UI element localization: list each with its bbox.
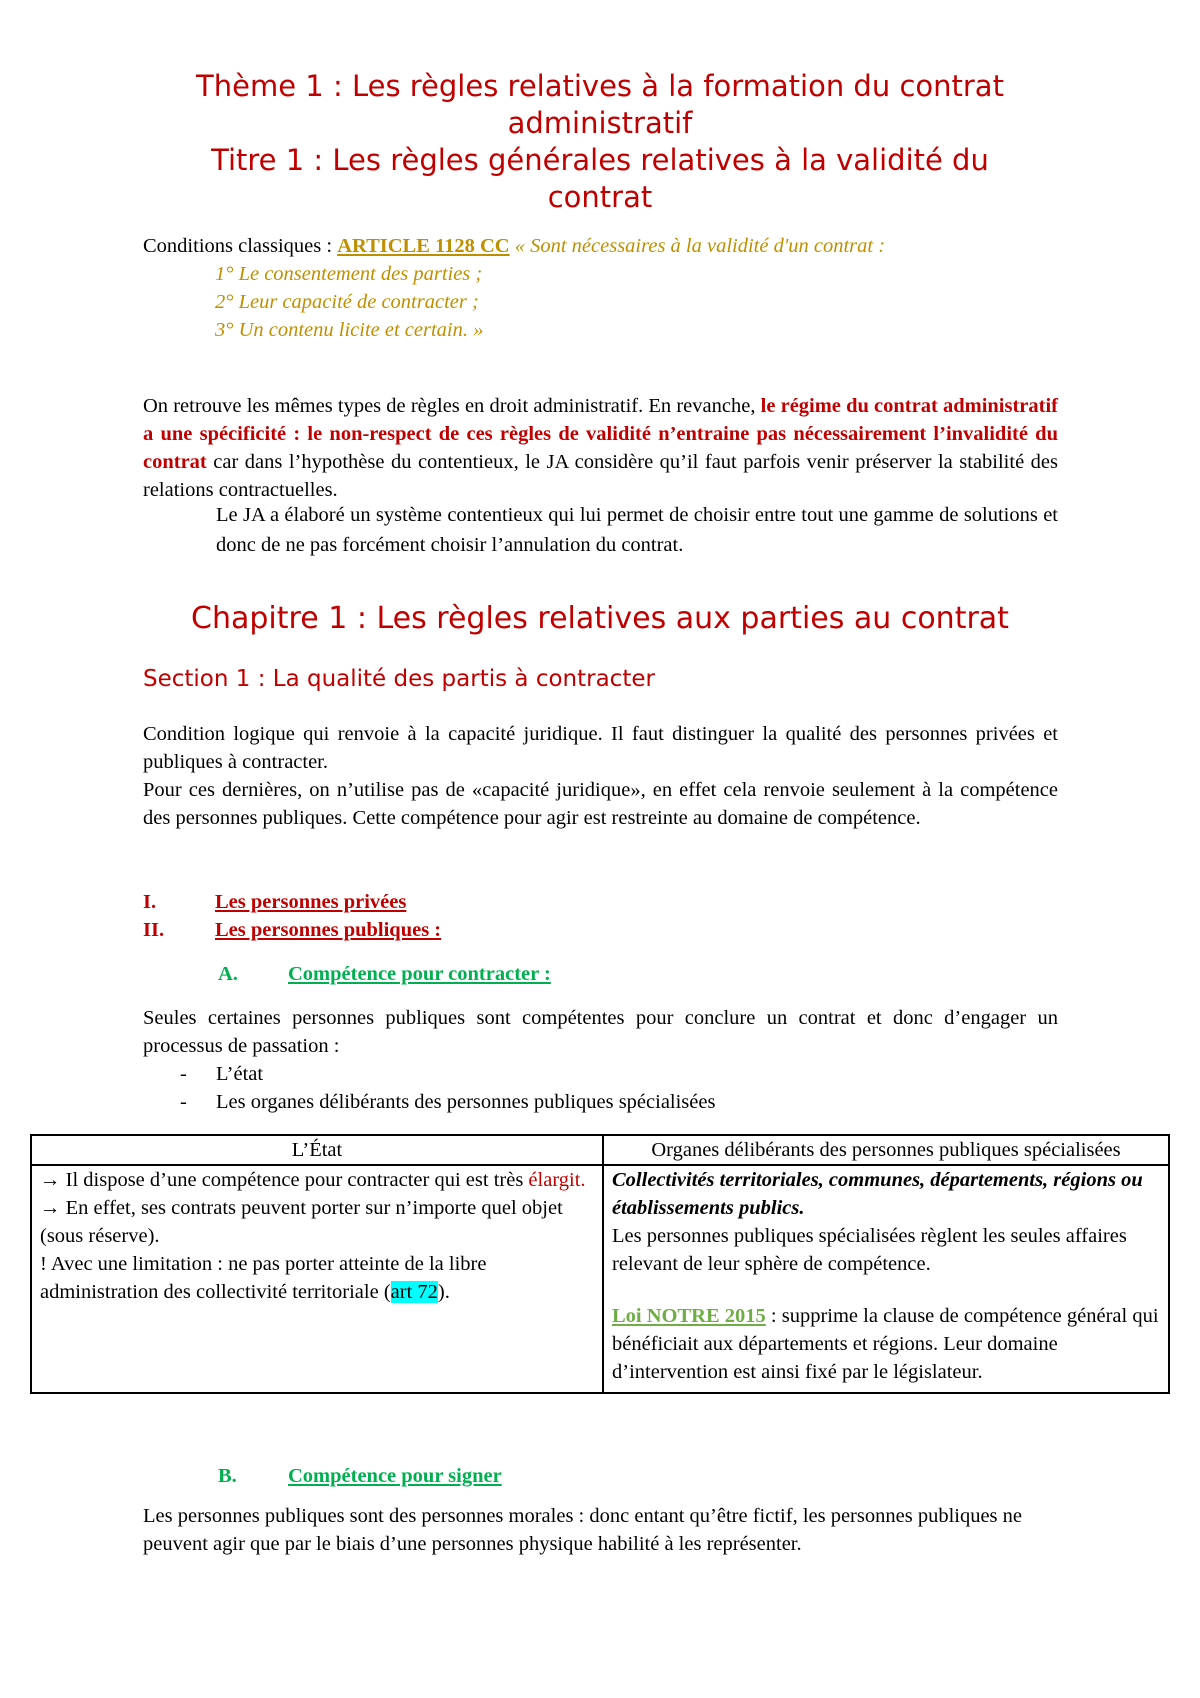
table-header-row bbox=[31, 1135, 1169, 1165]
titre-title-continued: contrat bbox=[547, 180, 653, 214]
outline-item-i bbox=[143, 888, 406, 916]
arrow-bullet-icon bbox=[180, 500, 216, 560]
section-paragraph bbox=[143, 720, 1058, 832]
outline-number-i: I. bbox=[143, 891, 157, 913]
conditions-block bbox=[143, 232, 1058, 344]
table-header-organes: Organes délibérants des personnes publiques spécialisées bbox=[603, 1135, 1169, 1165]
intro-emphasis: le régime du contrat administratif a une spécificité : le non-respect de ces règles de validité n’entraine pas nécessairement l’invalidité du contrat bbox=[143, 395, 1058, 473]
chapter-heading: Chapitre 1 : Les règles relatives aux parties au contrat bbox=[191, 601, 1009, 636]
document-title bbox=[140, 68, 1060, 216]
condition-item-2: 2° Leur capacité de contracter ; bbox=[215, 291, 479, 313]
organes-types: Collectivités territoriales, communes, départements, régions ou établissements publics. bbox=[612, 1169, 1143, 1219]
signer-paragraph: Les personnes publiques sont des personnes morales : donc entant qu’être fictif, les personnes publiques ne peuvent agir que par le biais d’une personnes physique habilité à les représenter. bbox=[143, 1505, 1023, 1555]
section-paragraph-2: Pour ces dernières, on n’utilise pas de «capacité juridique», en effet cela renvoie seulement à la compétence des personnes publiques. Cette compétence pour agir est restreinte au domaine de compétence. bbox=[143, 779, 1058, 829]
intro-text-2: car dans l’hypothèse du contentieux, le JA considère qu’il faut parfois venir préserver la stabilité des relations contractuelles. bbox=[143, 451, 1058, 501]
art-72-highlight: art 72 bbox=[390, 1281, 438, 1303]
competence-list bbox=[180, 1060, 715, 1116]
outline-number-b: B. bbox=[218, 1465, 237, 1487]
right-arrow-icon: → bbox=[40, 1169, 61, 1191]
titre-title: Titre 1 : Les règles générales relatives à la validité du bbox=[211, 143, 989, 177]
loi-notre-link[interactable]: Loi NOTRE 2015 bbox=[612, 1305, 766, 1327]
outline-number-a: A. bbox=[218, 963, 238, 985]
table-cell-organes bbox=[603, 1165, 1169, 1393]
etat-line-1: → Il dispose d’une compétence pour contracter qui est très élargit. bbox=[40, 1169, 586, 1191]
right-arrow-icon: → bbox=[40, 1197, 61, 1219]
table-row bbox=[31, 1165, 1169, 1393]
conditions-line bbox=[143, 232, 1058, 260]
theme-title-continued: administratif bbox=[507, 106, 693, 140]
organes-paragraph-1: Les personnes publiques spécialisées règlent les seules affaires relevant de leur sphère de compétence. bbox=[612, 1225, 1127, 1275]
condition-item-1: 1° Le consentement des parties ; bbox=[215, 263, 483, 285]
conditions-label: Conditions classiques : bbox=[143, 235, 338, 257]
elargit-text: élargit. bbox=[528, 1169, 586, 1191]
article-quote: « Sont nécessaires à la validité d'un contrat : bbox=[509, 235, 886, 257]
outline-item-b bbox=[218, 1462, 502, 1490]
list-item: - Les organes délibérants des personnes publiques spécialisées bbox=[180, 1091, 716, 1113]
intro-paragraph bbox=[143, 392, 1058, 504]
intro-bullet bbox=[180, 500, 1058, 560]
etat-line-2: → En effet, ses contrats peuvent porter sur n’importe quel objet (sous réserve). bbox=[40, 1197, 563, 1247]
outline-number-ii: II. bbox=[143, 919, 165, 941]
intro-bullet-text: Le JA a élaboré un système contentieux qui lui permet de choisir entre tout une gamme de solutions et donc de ne pas forcément choisir l’annulation du contrat. bbox=[216, 504, 1058, 556]
theme-title: Thème 1 : Les règles relatives à la formation du contrat bbox=[196, 69, 1004, 103]
comparison-table bbox=[30, 1134, 1170, 1394]
outline-label-public-persons: Les personnes publiques : bbox=[215, 919, 442, 941]
outline-item-ii bbox=[143, 916, 441, 944]
organes-paragraph-2: Loi NOTRE 2015 : supprime la clause de compétence général qui bénéficiait aux départements et régions. Leur domaine d’intervention est ainsi fixé par le législateur. bbox=[612, 1305, 1159, 1383]
section-paragraph-1: Condition logique qui renvoie à la capacité juridique. Il faut distinguer la qualité des personnes privées et publiques à contracter. bbox=[143, 723, 1058, 773]
outline-label-sign-competence: Compétence pour signer bbox=[288, 1465, 502, 1487]
table-cell-etat bbox=[31, 1165, 603, 1393]
section-heading: Section 1 : La qualité des partis à contracter bbox=[143, 666, 655, 692]
outline-label-contract-competence: Compétence pour contracter : bbox=[288, 963, 551, 985]
competence-paragraph: Seules certaines personnes publiques sont compétentes pour conclure un contrat et donc d’engager un processus de passation : bbox=[143, 1007, 1058, 1057]
etat-line-3: ! Avec une limitation : ne pas porter atteinte de la libre administration des collectivité territoriale (art 72). bbox=[40, 1253, 487, 1303]
article-1128-link[interactable]: ARTICLE 1128 CC bbox=[337, 235, 510, 257]
list-item: - L’état bbox=[180, 1063, 264, 1085]
condition-item-3: 3° Un contenu licite et certain. » bbox=[215, 319, 484, 341]
outline-item-a bbox=[218, 960, 551, 988]
table-header-etat: L’État bbox=[31, 1135, 603, 1165]
outline-label-private-persons: Les personnes privées bbox=[215, 891, 407, 913]
intro-text-1: On retrouve les mêmes types de règles en droit administratif. En revanche, bbox=[143, 395, 761, 417]
